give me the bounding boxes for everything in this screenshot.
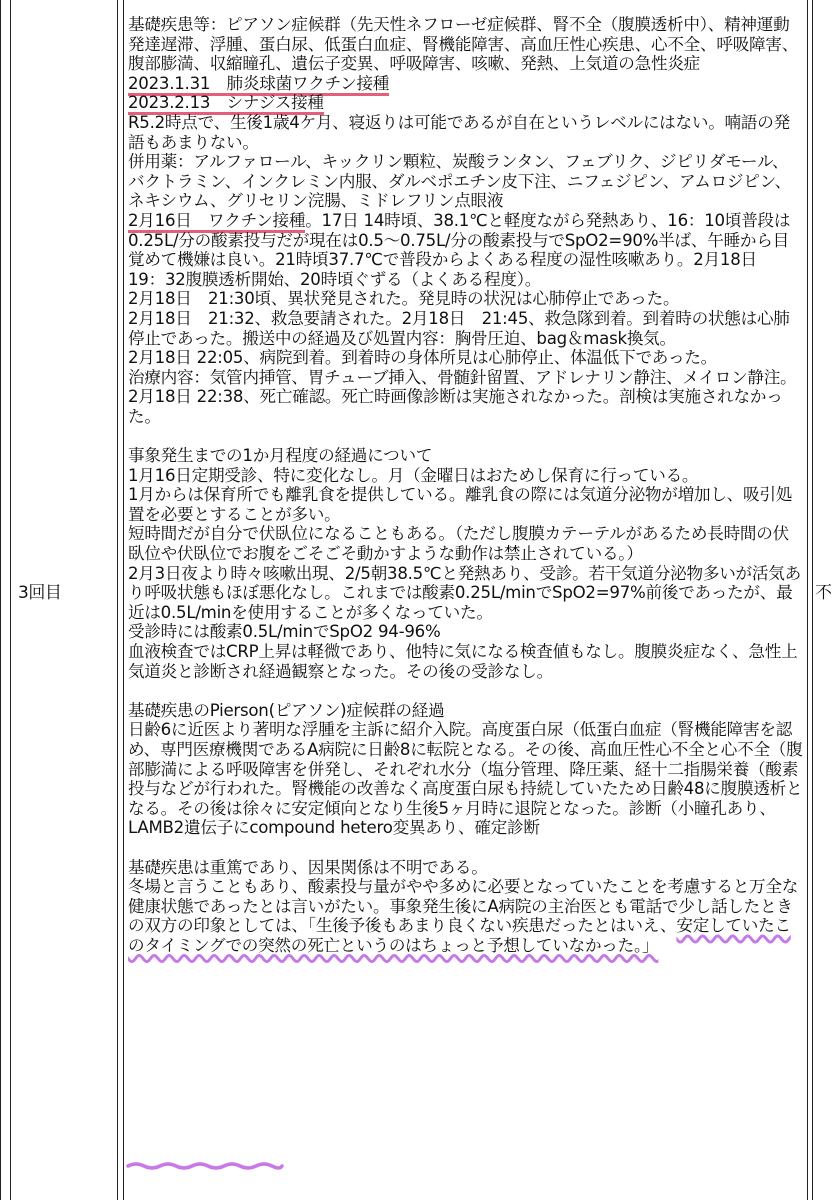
feb16-rest: 。17日 14時頃、38.1℃と軽度ながら発熱あり、16：10頃普段は0.25L/分の酸素投与だが現在は0.5～0.75L/分の酸素投与でSpO2=90%半ば、午睡から目覚めて機嫌は良い。21時頃37.7℃で普段からよくある程度の湿性咳嗽あり。2月18日 19：32腹膜透析開始、20時頃ぐずる（よくある程度）。 (128, 210, 791, 289)
next-column-fragment: 不 (815, 583, 832, 603)
table-border-col2-left (123, 0, 124, 1200)
history-text: 基礎疾患等：ピアソン症候群（先天性ネフローゼ症候群、腎不全（腹膜透析中）、精神運動発達遅滞、浮腫、蛋白尿、低蛋白血症、腎機能障害、高血圧性心疾患、心不全、呼吸障害、腹部膨満、収縮瞳孔、遺伝子変異、呼吸障害、咳嗽、発熱、上気道の急性炎症 (128, 15, 799, 74)
vaccine-2-text: 2023.2.13 シナジス接種 (128, 93, 324, 115)
report-body (128, 15, 804, 956)
month-before-4: 2月3日夜より時々咳嗽出現、2/5朝38.5℃と発熱あり、受診。若干気道分泌物多いが活気あり呼吸状態もほぼ悪化なし。これまでは酸素0.25L/minでSpO2=97%前後であったが、最近は0.5L/minを使用することが多くなっていた。 (128, 563, 801, 622)
pierson-title: 基礎疾患のPierson(ピアソン)症候群の経過 (128, 700, 445, 720)
spacer (128, 426, 804, 446)
course-text-2: 併用薬：アルファロール、キックリン顆粒、炭酸ランタン、フェブリク、ジピリダモール、バクトラミン、インクレミン内服、ダルベポエチン皮下注、ニフェジピン、アムロジピン、ネキシウム、グリセリン浣腸、ミドレフリン点眼液 (128, 152, 791, 211)
course-text-1: R5.2時点で、生後1歳4ケ月、寝返りは可能であるが自在というレベルにはない。喃語の発語もあまりない。 (128, 112, 790, 152)
feb16-highlight: 2月16日 ワクチン接種 (128, 211, 305, 233)
timeline-5: 2月18日 22:38、死亡確認。死亡時画像診断は実施されなかった。剖検は実施されなかった。 (128, 387, 783, 426)
conclusion-2 (128, 877, 804, 955)
vaccine-1-text: 2023.1.31 肺炎球菌ワクチン接種 (128, 74, 389, 96)
table-border-left-outer (0, 0, 1, 1200)
row-label: 3回目 (18, 583, 62, 603)
feb16-paragraph (128, 211, 804, 289)
spacer (128, 838, 804, 858)
conclusion-highlight: 安定していたこのタイミングでの突然の死亡というのはちょっと予想していなかった。」 (128, 916, 791, 955)
month-before-5: 受診時には酸素0.5L/minでSpO2 94-96% (128, 622, 441, 642)
vaccine-line-1 (128, 74, 804, 94)
pierson-text: 日齢6に近医より著明な浮腫を主訴に紹介入院。高度蛋白尿（低蛋白血症（腎機能障害を認め、専門医療機関であるA病院に日齢8に転院となる。その後、高血圧性心不全と心不全（腹部膨満による呼吸障害を併発し、それぞれ水分（塩分管理、降圧薬、経十二指腸栄養（酸素投与などが行われた。腎機能の改善なく高度蛋白尿も持続していたため日齢48に腹膜透析となる。その後は徐々に安定傾向となり生後5ヶ月時に退院となった。診断（小瞳孔あり、LAMB2遺伝子にcompound hetero変異あり、確定診断 (128, 720, 803, 838)
month-before-2: 1月からは保育所でも離乳食を提供している。離乳食の際には気道分泌物が増加し、吸引処置を必要とすることが多い。 (128, 485, 793, 524)
timeline-1: 2月18日 21:30頃、異状発見された。発見時の状況は心肺停止であった。 (128, 289, 680, 309)
table-border-col3-left (812, 0, 813, 1200)
spacer (128, 681, 804, 701)
timeline-2: 2月18日 21:32、救急要請された。2月18日 21:45、救急隊到着。到着時の状態は心肺停止であった。搬送中の経過及び処置内容：胸骨圧迫、bag＆mask換気。 (128, 308, 790, 348)
conclusion-1: 基礎疾患は重篤であり、因果関係は不明である。 (128, 857, 488, 877)
table-border-col2-right (807, 0, 808, 1200)
month-before-1: 1月16日定期受診、特に変化なし。月（金曜日はおためし保育に行っている。 (128, 465, 699, 485)
table-border-left-inner (10, 0, 11, 1200)
purple-handwritten-underline (126, 1160, 284, 1172)
timeline-3: 2月18日 22:05、病院到着。到着時の身体所見は心肺停止、体温低下であった。 (128, 348, 718, 368)
month-before-title: 事象発生までの1か月程度の経過について (128, 446, 433, 466)
month-before-6: 血液検査ではCRP上昇は軽微であり、他特に気になる検査値もなし。腹膜炎症なく、急性上気道炎と診断され経過観察となった。その後の受診なし。 (128, 642, 798, 681)
vaccine-line-2 (128, 93, 804, 113)
table-border-col1-right (117, 0, 118, 1200)
timeline-4: 治療内容：気管内挿管、胃チューブ挿入、骨髄針留置、アドレナリン静注、メイロン静注。 (128, 367, 797, 387)
conclusion-2-text: 冬場と言うこともあり、酸素投与量がやや多めに必要となっていたことを考慮すると万全な健康状態であったとは言いがたい。事象発生後にA病院の主治医とも電話で少し話したときの双方の印象としては、「生後予後もあまり良くない疾患だったとはいえ、 (128, 877, 799, 936)
month-before-3: 短時間だが自分で伏臥位になることもある。（ただし腹膜カテーテルがあるため長時間の伏臥位や伏臥位でお腹をごそごそ動かすような動作は禁止されている。） (128, 524, 789, 564)
